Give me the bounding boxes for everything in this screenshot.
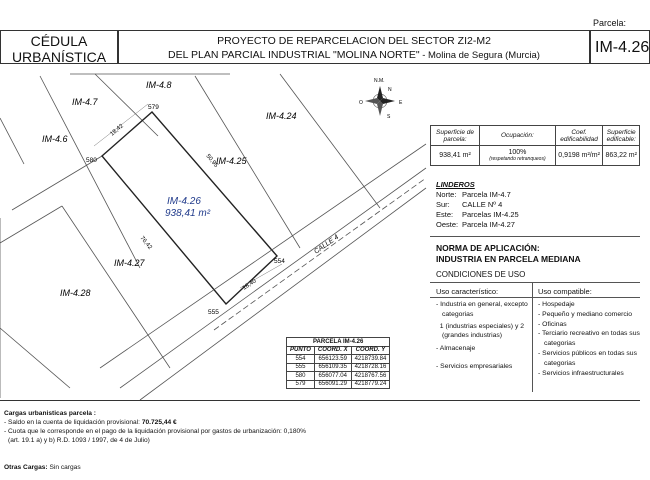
norma-line1: NORMA DE APLICACIÓN:	[436, 243, 540, 253]
lindero-este-value: Parcelas IM-4.25	[462, 210, 519, 219]
list-item: - Terciario recreativo en todas sus categorias	[538, 330, 640, 348]
compass-n: N	[388, 87, 392, 93]
divider	[430, 236, 640, 237]
divider	[430, 282, 640, 283]
feat-ocupacion-cell	[480, 146, 556, 166]
compass-icon	[359, 78, 403, 120]
lindero-oeste	[436, 220, 519, 230]
coords-cell: 656109.35	[314, 363, 351, 372]
coords-cell: 4218739.84	[351, 355, 390, 364]
coords-title: PARCELA IM-4.26	[287, 338, 390, 347]
project-title-box	[118, 30, 590, 64]
list-item-text: Servicios empresariales	[440, 362, 513, 370]
list-item-text: Hospedaje	[542, 301, 575, 308]
list-item-text: 1 (industrias especiales) y 2 (grandes industrias)	[439, 322, 525, 340]
point-579: 579	[148, 104, 159, 111]
feat-ocupacion: 100%	[508, 149, 527, 156]
coords-row	[287, 372, 390, 381]
list-item: - Pequeño y mediano comercio	[538, 310, 633, 318]
otras-cargas-value: Sin cargas	[49, 464, 81, 471]
coords-cell: 554	[287, 355, 315, 364]
label-im426-area: 938,41 m²	[165, 208, 211, 219]
compass-o: O	[359, 100, 363, 106]
column-divider	[532, 282, 533, 392]
coords-header: PUNTO	[287, 346, 315, 355]
list-item-text: Servicios públicos en todas sus categorias	[542, 349, 637, 367]
lindero-norte	[436, 190, 519, 200]
divider	[430, 297, 640, 298]
dim-bottom: 18,40	[241, 278, 258, 292]
lindero-oeste-value: Parcela IM-4.27	[462, 220, 515, 229]
coords-cell: 555	[287, 363, 315, 372]
cargas-saldo-value: 70.725,44 €	[141, 419, 177, 426]
list-item-text: Industria en general, excepto categorias	[440, 301, 528, 318]
point-555: 555	[208, 309, 219, 316]
uso-compatible-list	[538, 300, 640, 378]
coords-row	[287, 355, 390, 364]
label-im47: IM-4.7	[72, 97, 98, 107]
feat-ocupacion-note: (respetando retranqueos)	[489, 156, 546, 162]
lindero-sur	[436, 200, 519, 210]
feat-superficie: 938,41 m²	[431, 146, 480, 166]
feat-header-sup-edif: Superficie edificable:	[603, 126, 640, 146]
feat-header-ocupacion: Ocupación:	[480, 126, 556, 146]
list-item: - Oficinas	[538, 320, 567, 328]
list-item-text: Terciario recreativo en todas sus categorias	[542, 330, 640, 348]
parcela-box	[590, 18, 650, 64]
coords-cell: 4218767.56	[351, 372, 390, 381]
list-item: - Hospedaje	[538, 301, 575, 308]
feat-sup-edif: 863,22 m²	[603, 146, 640, 166]
cargas-line1-text: - Saldo en la cuenta de liquidación provisional:	[4, 419, 142, 426]
cargas-line3: (art. 19.1 a) y b) R.D. 1093 / 1997, de 4 de Julio)	[8, 437, 150, 444]
dim-right: 50,95	[204, 153, 219, 169]
cargas-line2: - Cuota que le corresponde en el pago de la liquidación provisional por gastos de urbanización: 0,180%	[4, 428, 307, 435]
lindero-este-label: Este:	[436, 210, 454, 219]
lindero-sur-value: CALLE Nº 4	[462, 200, 503, 209]
list-item: - Industria en general, excepto categorias	[436, 301, 528, 318]
uso-caracteristico-title: Uso característico:	[436, 287, 499, 296]
list-item	[436, 322, 530, 342]
uso-compatible-title: Uso compatible:	[538, 287, 592, 296]
cedula-title-box	[0, 30, 118, 64]
parcela-value: IM-4.26	[595, 39, 650, 56]
coords-table	[286, 337, 390, 389]
label-im424: IM-4.24	[266, 111, 297, 121]
cedula-title-line1: CÉDULA	[30, 33, 88, 49]
project-line1: PROYECTO DE REPARCELACION DEL SECTOR ZI2-M2	[217, 35, 491, 47]
lindero-oeste-label: Oeste:	[436, 220, 459, 229]
street-label: CALLE 4	[313, 233, 341, 256]
list-item-text: Pequeño y mediano comercio	[542, 310, 633, 318]
norma-section	[436, 243, 581, 265]
coords-cell: 656077.04	[314, 372, 351, 381]
otras-cargas-label: Otras Cargas:	[4, 464, 48, 471]
list-item-text: Almacenaje	[439, 345, 476, 353]
lindero-este	[436, 210, 519, 220]
list-item: - Servicios infraestructurales	[538, 369, 624, 377]
lindero-norte-value: Parcela IM-4.7	[462, 190, 511, 199]
dim-top: 18,42	[109, 123, 125, 138]
label-im48: IM-4.8	[146, 80, 172, 90]
list-item-text: Oficinas	[542, 320, 567, 328]
list-item: - Almacenaje	[436, 345, 476, 353]
condiciones-title: CONDICIONES DE USO	[436, 270, 526, 279]
compass-s: S	[387, 114, 391, 120]
list-item: - Servicios empresariales	[436, 362, 513, 370]
lindero-norte-label: Norte:	[436, 190, 457, 199]
feat-header-superficie: Superficie de parcela:	[431, 126, 480, 146]
label-im427: IM-4.27	[114, 258, 145, 268]
label-im46: IM-4.6	[42, 134, 68, 144]
linderos-section	[436, 180, 519, 230]
label-im426: IM-4.26	[167, 196, 201, 207]
list-item-text: Servicios infraestructurales	[542, 369, 624, 377]
list-item: - Servicios públicos en todas sus categorias	[538, 349, 637, 367]
uso-caracteristico-list	[436, 300, 530, 372]
coords-cell: 656091.29	[314, 380, 351, 389]
lindero-sur-label: Sur:	[436, 200, 450, 209]
norma-line2: INDUSTRIA EN PARCELA MEDIANA	[436, 254, 581, 264]
project-location: - Molina de Segura (Murcia)	[419, 50, 540, 61]
cargas-line1	[4, 418, 640, 427]
coords-cell: 656123.59	[314, 355, 351, 364]
coords-cell: 579	[287, 380, 315, 389]
project-line2	[119, 48, 589, 63]
coords-cell: 580	[287, 372, 315, 381]
compass-nm: N.M.	[374, 78, 385, 84]
linderos-title: LINDEROS	[436, 180, 475, 189]
label-im425: IM-4.25	[216, 156, 247, 166]
cedula-title-line2: URBANÍSTICA	[11, 49, 107, 65]
label-im428: IM-4.28	[60, 288, 91, 298]
point-580: 580	[86, 157, 97, 164]
cargas-section	[0, 400, 640, 480]
features-table	[430, 125, 640, 166]
compass-e: E	[399, 100, 403, 106]
parcela-label: Parcela:	[593, 18, 627, 28]
coords-header: COORD. Y	[351, 346, 390, 355]
coords-row	[287, 363, 390, 372]
coords-cell: 4218779.24	[351, 380, 390, 389]
coords-cell: 4218728.16	[351, 363, 390, 372]
cargas-title: Cargas urbanisticas parcela :	[4, 410, 96, 417]
feat-header-coef: Coef. edificabilidad	[555, 126, 603, 146]
otras-cargas	[4, 463, 81, 472]
point-554: 554	[274, 258, 285, 265]
feat-coef: 0,9198 m²/m²	[555, 146, 603, 166]
coords-header: COORD. X	[314, 346, 351, 355]
coords-row	[287, 380, 390, 389]
dim-left: 76,42	[138, 235, 153, 251]
project-plan: DEL PLAN PARCIAL INDUSTRIAL "MOLINA NORTE"	[168, 49, 420, 61]
